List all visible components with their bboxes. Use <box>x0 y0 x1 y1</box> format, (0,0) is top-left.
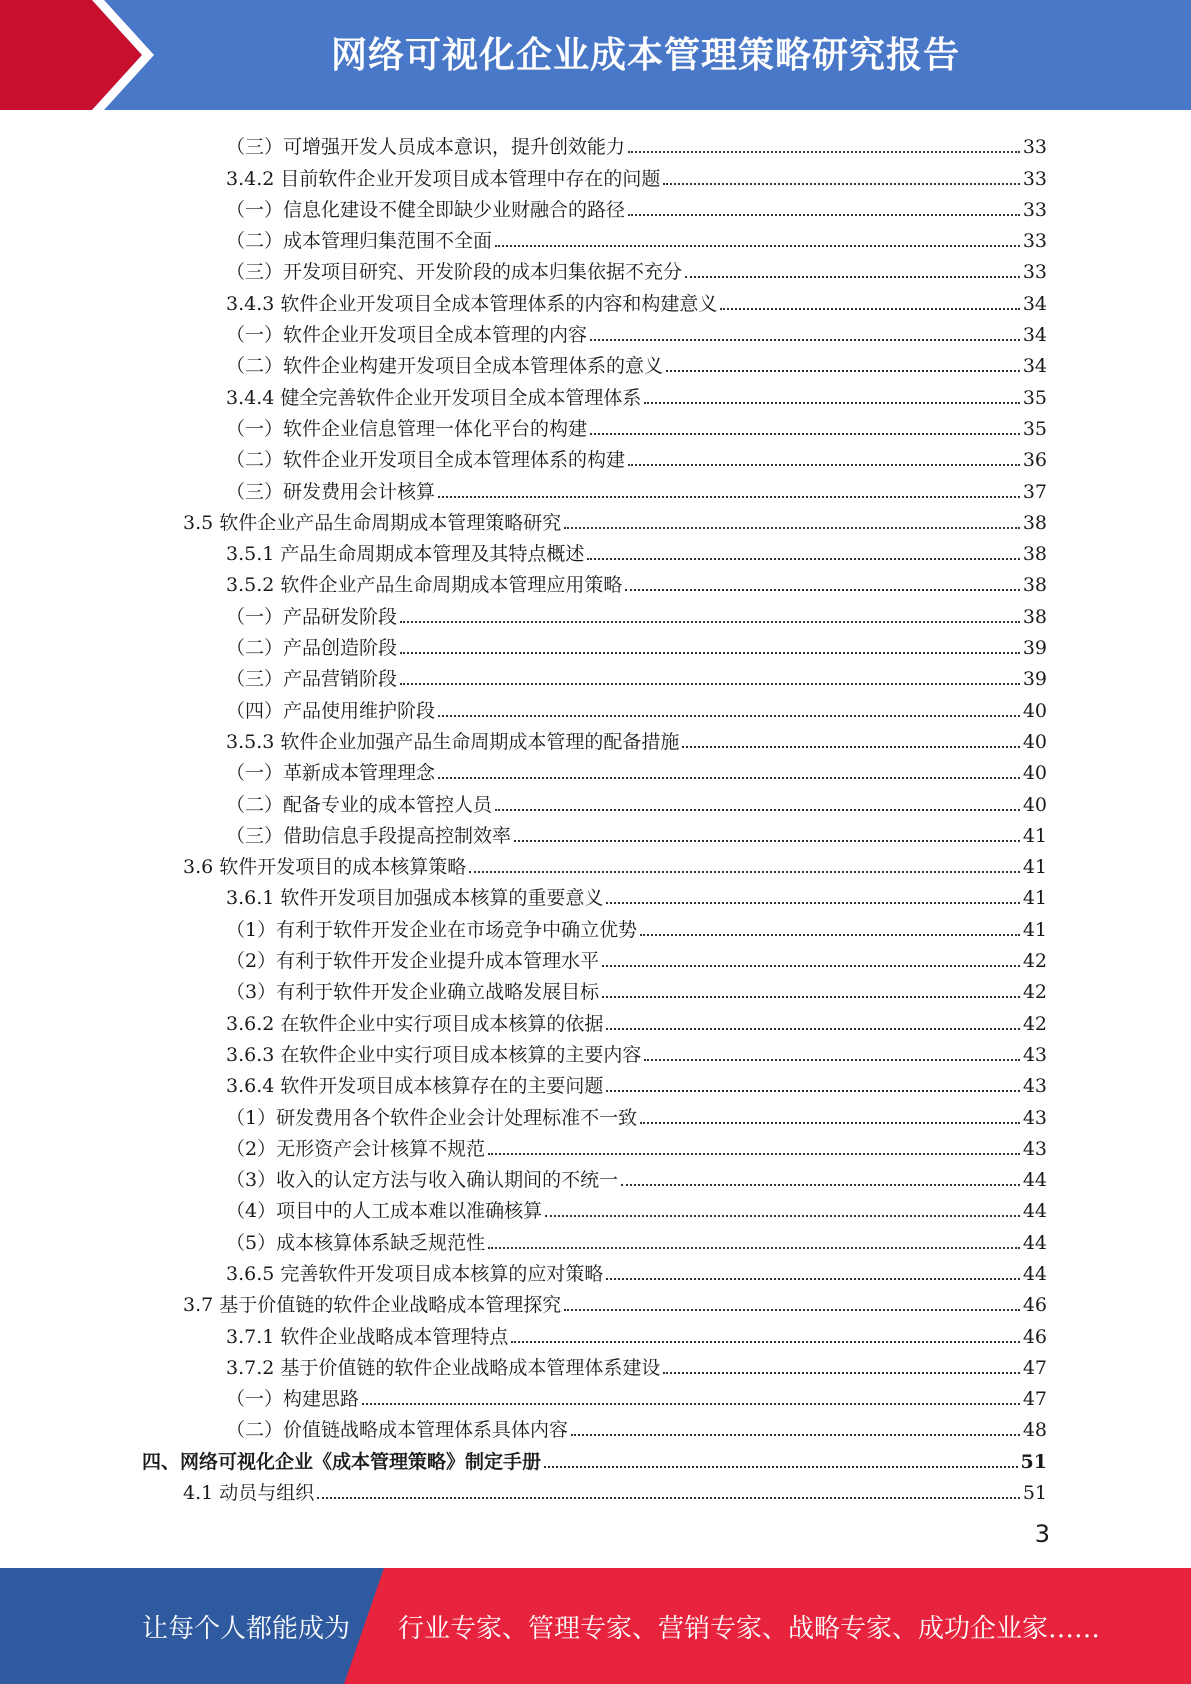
toc-dot-leader <box>488 1153 1020 1155</box>
toc-entry[interactable] <box>0 316 1191 347</box>
toc-dot-leader <box>602 965 1020 967</box>
toc-dot-leader <box>666 370 1020 372</box>
toc-entry-title: （5）成本核算体系缺乏规范性 <box>226 1231 486 1254</box>
toc-entry-title: 四、网络可视化企业《成本管理策略》制定手册 <box>142 1450 542 1473</box>
toc-dot-leader <box>644 1059 1019 1061</box>
toc-entry-page: 35 <box>1022 417 1047 440</box>
toc-entry-page: 51 <box>1022 1482 1047 1505</box>
toc-entry-page: 40 <box>1022 699 1047 722</box>
toc-entry-title: 3.5 软件企业产品生命周期成本管理策略研究 <box>183 511 562 534</box>
toc-entry[interactable] <box>0 566 1191 597</box>
toc-entry-title: （一）构建思路 <box>226 1388 360 1411</box>
toc-dot-leader <box>511 1341 1019 1343</box>
toc-dot-leader <box>628 464 1020 466</box>
toc-entry[interactable] <box>0 973 1191 1004</box>
toc-entry-title: （二）成本管理归集范围不全面 <box>226 230 493 253</box>
toc-entry-title: （二）配备专业的成本管控人员 <box>226 793 493 816</box>
toc-entry[interactable] <box>0 942 1191 973</box>
toc-entry-title: 3.6.4 软件开发项目成本核算存在的主要问题 <box>226 1075 604 1098</box>
toc-entry-page: 41 <box>1022 824 1047 847</box>
toc-entry-page: 43 <box>1022 1043 1047 1066</box>
header-banner <box>0 0 1191 110</box>
toc-entry[interactable] <box>0 410 1191 441</box>
toc-entry-title: （1）有利于软件开发企业在市场竞争中确立优势 <box>226 918 638 941</box>
toc-entry-title: 3.6.1 软件开发项目加强成本核算的重要意义 <box>226 887 604 910</box>
toc-entry-page: 40 <box>1022 730 1047 753</box>
toc-dot-leader <box>590 339 1020 341</box>
toc-entry[interactable] <box>0 441 1191 472</box>
toc-dot-leader <box>514 840 1020 842</box>
toc-dot-leader <box>587 558 1019 560</box>
toc-dot-leader <box>438 715 1020 717</box>
toc-dot-leader <box>606 1028 1019 1030</box>
toc-entry-title: 3.4.3 软件企业开发项目全成本管理体系的内容和构建意义 <box>226 292 718 315</box>
toc-entry-page: 44 <box>1022 1200 1047 1223</box>
footer-slogan-left: 让每个人都能成为 <box>142 1613 351 1644</box>
toc-entry-page: 44 <box>1022 1262 1047 1285</box>
toc-entry-page: 40 <box>1022 762 1047 785</box>
footer-banner <box>0 1568 1191 1684</box>
toc-dot-leader <box>685 276 1020 278</box>
toc-entry-title: （二）软件企业构建开发项目全成本管理体系的意义 <box>226 355 664 378</box>
toc-entry[interactable] <box>0 1004 1191 1035</box>
toc-entry-page: 51 <box>1020 1450 1047 1473</box>
toc-entry-title: （三）可增强开发人员成本意识，提升创效能力 <box>226 136 626 159</box>
toc-entry-title: （二）产品创造阶段 <box>226 637 398 660</box>
toc-entry-page: 41 <box>1022 918 1047 941</box>
toc-dot-leader <box>400 683 1020 685</box>
page-number: 3 <box>1034 1520 1050 1548</box>
toc-entry-page: 41 <box>1022 856 1047 879</box>
toc-dot-leader <box>640 934 1020 936</box>
toc-entry[interactable] <box>0 128 1191 159</box>
toc-entry[interactable] <box>0 1255 1191 1286</box>
toc-entry-page: 34 <box>1022 324 1047 347</box>
toc-entry-title: 3.6 软件开发项目的成本核算策略 <box>183 856 467 879</box>
toc-entry-title: （3）有利于软件开发企业确立战略发展目标 <box>226 981 600 1004</box>
toc-entry[interactable] <box>0 1380 1191 1411</box>
toc-dot-leader <box>663 1372 1019 1374</box>
toc-entry-title: 3.7 基于价值链的软件企业战略成本管理探究 <box>183 1294 562 1317</box>
toc-entry-page: 33 <box>1022 136 1047 159</box>
toc-entry-title: （三）借助信息手段提高控制效率 <box>226 824 512 847</box>
toc-entry-page: 37 <box>1022 480 1047 503</box>
toc-dot-leader <box>564 527 1020 529</box>
toc-entry-page: 43 <box>1022 1106 1047 1129</box>
toc-entry[interactable] <box>0 1474 1191 1505</box>
toc-dot-leader <box>488 1247 1020 1249</box>
toc-entry[interactable] <box>0 817 1191 848</box>
toc-entry-title: 3.7.1 软件企业战略成本管理特点 <box>226 1325 509 1348</box>
toc-entry[interactable] <box>0 222 1191 253</box>
toc-entry-title: （三）研发费用会计核算 <box>226 480 436 503</box>
toc-entry-page: 38 <box>1022 511 1047 534</box>
toc-entry[interactable] <box>0 660 1191 691</box>
toc-entry[interactable] <box>0 785 1191 816</box>
toc-entry-title: （一）革新成本管理理念 <box>226 762 436 785</box>
toc-dot-leader <box>606 1090 1019 1092</box>
document-title: 网络可视化企业成本管理策略研究报告 <box>330 35 960 76</box>
toc-entry[interactable] <box>0 1067 1191 1098</box>
toc-dot-leader <box>438 496 1020 498</box>
toc-entry-title: （2）无形资产会计核算不规范 <box>226 1137 486 1160</box>
toc-entry[interactable] <box>0 629 1191 660</box>
toc-entry-title: （4）项目中的人工成本难以准确核算 <box>226 1200 543 1223</box>
toc-entry-page: 39 <box>1022 668 1047 691</box>
toc-dot-leader <box>438 777 1020 779</box>
toc-dot-leader <box>400 652 1020 654</box>
toc-entry-title: 3.5.3 软件企业加强产品生命周期成本管理的配备措施 <box>226 730 680 753</box>
toc-entry-title: 3.6.5 完善软件开发项目成本核算的应对策略 <box>226 1262 604 1285</box>
toc-entry-page: 43 <box>1022 1075 1047 1098</box>
toc-dot-leader <box>628 151 1020 153</box>
toc-entry-title: 3.4.4 健全完善软件企业开发项目全成本管理体系 <box>226 386 642 409</box>
toc-entry-page: 38 <box>1022 543 1047 566</box>
toc-entry-page: 40 <box>1022 793 1047 816</box>
toc-entry[interactable] <box>0 691 1191 722</box>
toc-entry-page: 47 <box>1022 1356 1047 1379</box>
toc-entry-page: 44 <box>1022 1169 1047 1192</box>
toc-entry[interactable] <box>0 910 1191 941</box>
toc-entry-title: （2）有利于软件开发企业提升成本管理水平 <box>226 950 600 973</box>
toc-dot-leader <box>663 183 1019 185</box>
toc-entry-title: 4.1 动员与组织 <box>183 1482 315 1505</box>
toc-entry[interactable] <box>0 754 1191 785</box>
toc-dot-leader <box>590 433 1020 435</box>
toc-entry-page: 39 <box>1022 637 1047 660</box>
toc-entry-page: 33 <box>1022 198 1047 221</box>
toc-dot-leader <box>317 1497 1020 1499</box>
toc-dot-leader <box>545 1215 1020 1217</box>
toc-entry-page: 48 <box>1022 1419 1047 1442</box>
toc-entry-title: 3.6.3 在软件企业中实行项目成本核算的主要内容 <box>226 1043 642 1066</box>
toc-entry-page: 44 <box>1022 1231 1047 1254</box>
toc-entry-title: （一）软件企业开发项目全成本管理的内容 <box>226 324 588 347</box>
toc-dot-leader <box>495 809 1020 811</box>
toc-entry[interactable] <box>0 1036 1191 1067</box>
toc-entry[interactable] <box>0 1349 1191 1380</box>
toc-dot-leader <box>640 1122 1020 1124</box>
toc-entry-page: 33 <box>1022 261 1047 284</box>
toc-entry[interactable] <box>0 1317 1191 1348</box>
header-chevron-decoration <box>0 0 160 110</box>
toc-entry-page: 42 <box>1022 950 1047 973</box>
toc-entry-page: 46 <box>1022 1325 1047 1348</box>
toc-dot-leader <box>606 1278 1019 1280</box>
toc-entry[interactable] <box>0 159 1191 190</box>
toc-entry[interactable] <box>0 723 1191 754</box>
toc-dot-leader <box>400 621 1020 623</box>
toc-entry-page: 33 <box>1022 230 1047 253</box>
toc-entry[interactable] <box>0 879 1191 910</box>
toc-entry-page: 46 <box>1022 1294 1047 1317</box>
toc-entry-title: （一）产品研发阶段 <box>226 605 398 628</box>
toc-dot-leader <box>628 214 1020 216</box>
toc-entry-page: 47 <box>1022 1388 1047 1411</box>
toc-entry[interactable] <box>0 1192 1191 1223</box>
toc-entry[interactable] <box>0 284 1191 315</box>
toc-entry[interactable] <box>0 848 1191 879</box>
toc-entry[interactable] <box>0 378 1191 409</box>
toc-entry-title: （1）研发费用各个软件企业会计处理标准不一致 <box>226 1106 638 1129</box>
toc-entry[interactable] <box>0 1098 1191 1129</box>
toc-dot-leader <box>571 1434 1020 1436</box>
toc-entry-page: 42 <box>1022 981 1047 1004</box>
toc-entry-title: （3）收入的认定方法与收入确认期间的不统一 <box>226 1169 619 1192</box>
toc-dot-leader <box>644 402 1019 404</box>
toc-dot-leader <box>362 1403 1020 1405</box>
table-of-contents <box>0 128 1191 1505</box>
toc-entry-title: （一）信息化建设不健全即缺少业财融合的路径 <box>226 198 626 221</box>
toc-entry-page: 34 <box>1022 355 1047 378</box>
toc-entry-title: 3.6.2 在软件企业中实行项目成本核算的依据 <box>226 1012 604 1035</box>
toc-dot-leader <box>469 871 1020 873</box>
toc-entry[interactable] <box>0 504 1191 535</box>
toc-entry-page: 36 <box>1022 449 1047 472</box>
toc-entry-title: （一）软件企业信息管理一体化平台的构建 <box>226 417 588 440</box>
toc-entry[interactable] <box>0 1161 1191 1192</box>
toc-entry[interactable] <box>0 1130 1191 1161</box>
toc-entry-page: 33 <box>1022 167 1047 190</box>
toc-entry-page: 41 <box>1022 887 1047 910</box>
toc-entry[interactable] <box>0 535 1191 566</box>
toc-entry-title: （二）价值链战略成本管理体系具体内容 <box>226 1419 569 1442</box>
toc-entry-title: （二）软件企业开发项目全成本管理体系的构建 <box>226 449 626 472</box>
toc-entry[interactable] <box>0 1286 1191 1317</box>
toc-entry[interactable] <box>0 1223 1191 1254</box>
toc-entry[interactable] <box>0 191 1191 222</box>
toc-entry[interactable] <box>0 1442 1191 1473</box>
toc-entry-title: 3.4.2 目前软件企业开发项目成本管理中存在的问题 <box>226 167 661 190</box>
toc-entry-title: （四）产品使用维护阶段 <box>226 699 436 722</box>
toc-entry[interactable] <box>0 347 1191 378</box>
toc-dot-leader <box>602 996 1020 998</box>
toc-entry-title: （三）产品营销阶段 <box>226 668 398 691</box>
toc-entry-page: 34 <box>1022 292 1047 315</box>
toc-dot-leader <box>682 746 1019 748</box>
toc-entry-title: 3.5.1 产品生命周期成本管理及其特点概述 <box>226 543 585 566</box>
toc-entry[interactable] <box>0 597 1191 628</box>
toc-dot-leader <box>495 245 1020 247</box>
toc-entry-title: （三）开发项目研究、开发阶段的成本归集依据不充分 <box>226 261 683 284</box>
toc-entry-page: 38 <box>1022 574 1047 597</box>
toc-entry[interactable] <box>0 1411 1191 1442</box>
toc-entry-page: 42 <box>1022 1012 1047 1035</box>
footer-slogan-right: 行业专家、管理专家、营销专家、战略专家、成功企业家…… <box>398 1613 1101 1644</box>
toc-dot-leader <box>621 1184 1020 1186</box>
toc-dot-leader <box>606 902 1019 904</box>
toc-entry-title: 3.7.2 基于价值链的软件企业战略成本管理体系建设 <box>226 1356 661 1379</box>
toc-entry-page: 35 <box>1022 386 1047 409</box>
toc-dot-leader <box>625 589 1019 591</box>
toc-entry-page: 38 <box>1022 605 1047 628</box>
toc-dot-leader <box>720 308 1019 310</box>
toc-entry-page: 43 <box>1022 1137 1047 1160</box>
toc-entry[interactable] <box>0 253 1191 284</box>
toc-dot-leader <box>544 1466 1018 1468</box>
toc-entry[interactable] <box>0 472 1191 503</box>
toc-entry-title: 3.5.2 软件企业产品生命周期成本管理应用策略 <box>226 574 623 597</box>
toc-dot-leader <box>564 1309 1020 1311</box>
